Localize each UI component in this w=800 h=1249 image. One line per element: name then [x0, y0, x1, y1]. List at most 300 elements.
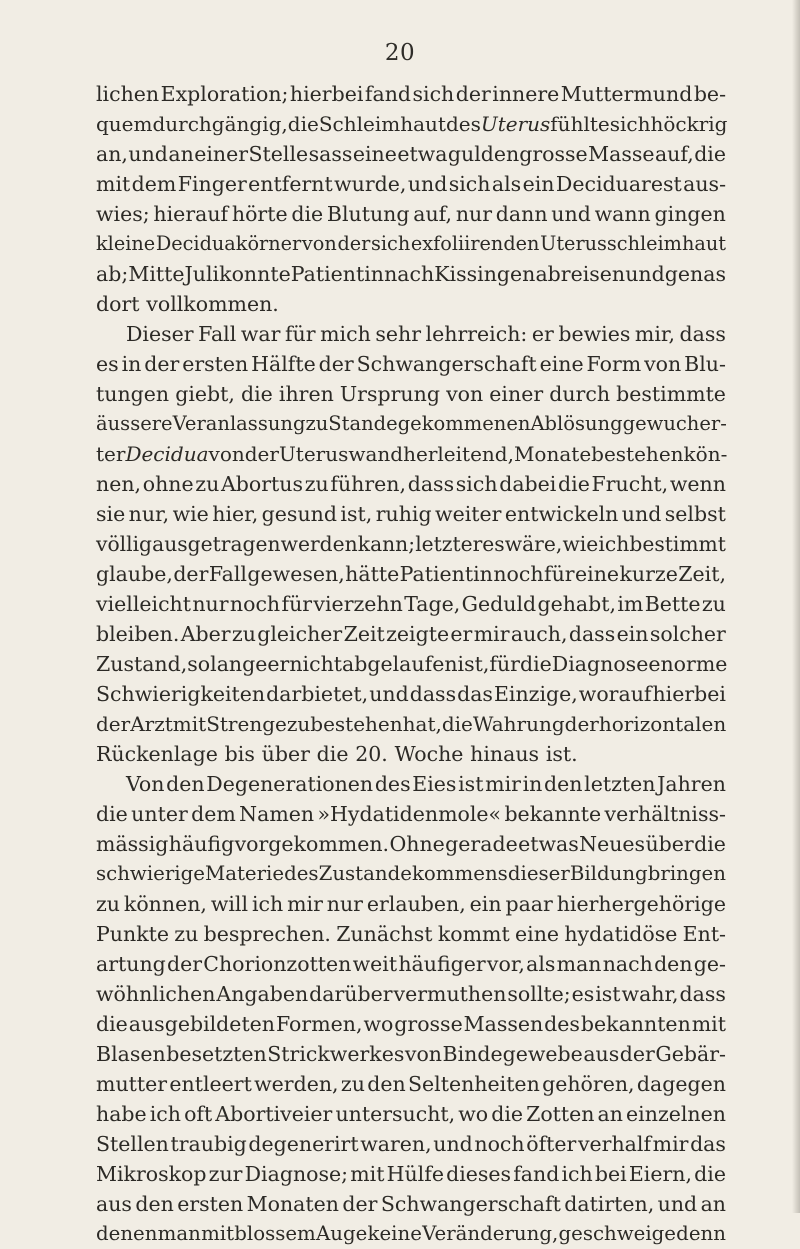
- word: sich: [371, 232, 411, 255]
- word: für: [281, 592, 313, 616]
- word: einzelnen: [626, 1102, 726, 1126]
- word: ab;: [96, 262, 129, 286]
- word: bekannte: [504, 802, 602, 826]
- word: man: [157, 1222, 201, 1245]
- text-line: [96, 859, 726, 889]
- word: wo: [363, 1012, 394, 1036]
- text-line: [96, 139, 726, 169]
- word: gehabt,: [537, 592, 617, 616]
- word: guldengrosse: [447, 142, 588, 166]
- word: gewucher-: [622, 412, 727, 435]
- word: kurze: [619, 562, 678, 586]
- word: kann;: [357, 532, 416, 556]
- word: wahr,: [621, 982, 679, 1006]
- text-line: [96, 259, 726, 289]
- word: dieses: [446, 1162, 512, 1186]
- word: entwickeln: [504, 502, 619, 526]
- text-line: [96, 1159, 726, 1189]
- word: gingen: [654, 202, 726, 226]
- word: wurde,: [334, 172, 407, 196]
- word: und: [625, 262, 665, 286]
- word: wann: [594, 202, 651, 226]
- word: des: [374, 772, 411, 796]
- word: artung: [96, 952, 166, 976]
- word: für: [489, 652, 520, 676]
- word: Gebär-: [655, 1042, 726, 1066]
- word: hinaus: [470, 742, 540, 766]
- word: Deciduakörner: [155, 232, 302, 255]
- word: aus: [96, 1192, 132, 1216]
- word: mit: [172, 712, 207, 736]
- text-line: [96, 409, 726, 439]
- text-line: [96, 1099, 726, 1129]
- text-line: [96, 349, 726, 379]
- word: von: [208, 442, 245, 466]
- word: dass: [407, 472, 455, 496]
- word: Dieser: [126, 322, 194, 346]
- word: und: [621, 502, 662, 526]
- word: sich: [609, 112, 651, 136]
- word: Fall: [198, 322, 237, 346]
- text-line: [96, 529, 726, 559]
- word: ist: [595, 982, 621, 1006]
- page-number: 20: [384, 40, 416, 66]
- word: keine: [367, 1222, 422, 1245]
- word: Stellen: [96, 1132, 169, 1156]
- word: der: [318, 352, 354, 376]
- word: lehrreich:: [425, 322, 528, 346]
- word: er: [267, 652, 290, 676]
- word: Auge: [315, 1222, 368, 1245]
- word: Bette: [644, 592, 701, 616]
- word: abreisen: [535, 262, 626, 286]
- word: tungen: [96, 382, 170, 406]
- word: ruhig: [375, 502, 432, 526]
- word: horizontalen: [598, 712, 727, 736]
- word: mir: [473, 622, 510, 646]
- word: blossem: [234, 1222, 316, 1245]
- word: und: [657, 1192, 698, 1216]
- text-line: [96, 1009, 726, 1039]
- word: mir: [485, 772, 521, 796]
- text-line: [96, 919, 726, 949]
- word: zu: [174, 922, 199, 946]
- word: Patientin: [399, 562, 493, 586]
- word: der: [564, 712, 599, 736]
- word: dem: [131, 172, 177, 196]
- word: Deciduarest: [555, 172, 682, 196]
- word: Blu-: [684, 352, 726, 376]
- word: verhältniss-: [604, 802, 726, 826]
- word: ge-: [693, 952, 726, 976]
- text-line: [96, 559, 726, 589]
- word: dem: [191, 802, 236, 826]
- word: nach: [384, 262, 435, 286]
- word: ausgetragen: [152, 532, 281, 556]
- word: Abortiveier: [215, 1102, 333, 1126]
- word: Woche: [394, 742, 464, 766]
- word: fand: [364, 82, 412, 106]
- word: denen: [96, 1222, 158, 1245]
- word: nur,: [128, 502, 170, 526]
- word: Seltenheiten: [408, 1072, 540, 1096]
- word: grosse: [394, 1012, 463, 1036]
- word: weit: [352, 952, 398, 976]
- text-line: [96, 829, 726, 859]
- word: nen,: [96, 472, 142, 496]
- word: den: [166, 772, 205, 796]
- word: Aber: [180, 622, 231, 646]
- word: die: [441, 712, 473, 736]
- word: mit: [350, 1162, 385, 1186]
- word: Bindegewebe: [442, 1042, 583, 1066]
- word: enorme: [648, 652, 728, 676]
- word: Rückenlage: [96, 742, 218, 766]
- word: von: [644, 352, 682, 376]
- word: Zeit: [343, 622, 385, 646]
- word: noch: [229, 592, 281, 616]
- word: besprechen.: [203, 922, 331, 946]
- word: von: [301, 232, 337, 255]
- word: Decidua: [125, 442, 209, 466]
- word: ter: [96, 442, 126, 466]
- text-line: [96, 679, 726, 709]
- word: die: [694, 1162, 726, 1186]
- word: fand: [513, 1162, 560, 1186]
- word: öfter: [526, 1132, 577, 1156]
- word: Ohne: [389, 832, 445, 856]
- word: und: [369, 682, 409, 706]
- body-text: [96, 79, 726, 1249]
- word: die: [316, 742, 349, 766]
- word: es: [96, 352, 119, 376]
- word: Form: [586, 352, 642, 376]
- word: exfoliirenden: [410, 232, 540, 255]
- word: bestehen: [591, 442, 684, 466]
- word: letzten: [584, 772, 656, 796]
- word: mit: [201, 1222, 235, 1245]
- word: aus: [583, 1042, 620, 1066]
- word: Neues: [579, 832, 646, 856]
- word: Degenerationen: [206, 772, 374, 796]
- word: ich: [149, 1102, 181, 1126]
- word: nur: [192, 592, 229, 616]
- text-line: [96, 1219, 726, 1249]
- word: hat,: [402, 712, 442, 736]
- word: mich: [320, 322, 371, 346]
- text-line: [96, 949, 726, 979]
- word: werden: [280, 532, 358, 556]
- text-line: [96, 109, 726, 139]
- word: Eiern,: [628, 1162, 693, 1186]
- word: und: [128, 142, 168, 166]
- word: Chorionzotten: [203, 952, 352, 976]
- word: zu: [340, 1072, 365, 1096]
- word: für: [544, 562, 575, 586]
- word: habe: [96, 1102, 147, 1126]
- text-line: [96, 319, 726, 349]
- word: Zeit,: [678, 562, 726, 586]
- word: die: [287, 112, 319, 136]
- word: geschweige: [558, 1222, 676, 1245]
- word: über: [645, 832, 694, 856]
- word: vorgekommen.: [234, 832, 390, 856]
- word: Von: [126, 772, 165, 796]
- text-line: [96, 499, 726, 529]
- word: bleiben.: [96, 622, 180, 646]
- word: er: [450, 622, 473, 646]
- word: Diagnose;: [244, 1162, 349, 1186]
- word: Ursprung: [339, 382, 440, 406]
- word: durchgängig,: [152, 112, 288, 136]
- word: darbietet,: [266, 682, 369, 706]
- word: schwierige: [96, 862, 205, 885]
- word: bestehen: [310, 712, 403, 736]
- text-line: [96, 229, 726, 259]
- word: ein: [616, 622, 649, 646]
- word: Wahrung: [472, 712, 565, 736]
- word: 20.: [355, 742, 388, 766]
- word: Geduld: [461, 592, 537, 616]
- word: hierhergehörige: [556, 892, 726, 916]
- word: nur: [455, 202, 493, 226]
- word: Eies: [412, 772, 457, 796]
- word: auch,: [510, 622, 568, 646]
- word: entfernt: [248, 172, 333, 196]
- word: einer: [489, 382, 544, 406]
- word: bis: [224, 742, 255, 766]
- word: genas: [664, 262, 726, 286]
- word: dass: [679, 982, 726, 1006]
- word: zu: [195, 472, 220, 496]
- word: besetzten: [166, 1042, 267, 1066]
- word: in: [121, 352, 142, 376]
- word: mit: [96, 172, 131, 196]
- word: dieser: [507, 862, 570, 885]
- word: nach: [602, 952, 653, 976]
- word: können,: [123, 892, 207, 916]
- word: der: [455, 82, 491, 106]
- word: Hälfte: [251, 352, 316, 376]
- word: wie: [562, 532, 599, 556]
- word: Bildung: [569, 862, 648, 885]
- word: quem: [96, 112, 153, 136]
- word: nur: [326, 892, 363, 916]
- word: zu: [286, 712, 311, 736]
- text-line: [96, 589, 726, 619]
- word: mir: [652, 1132, 689, 1156]
- word: paar: [505, 892, 553, 916]
- word: Materie: [204, 862, 285, 885]
- word: an: [700, 1192, 726, 1216]
- word: Zunächst: [336, 922, 433, 946]
- word: für: [284, 322, 316, 346]
- word: Schwangerschaft: [356, 352, 537, 376]
- word: ein: [469, 892, 502, 916]
- word: Exploration;: [160, 82, 289, 106]
- word: der: [96, 712, 131, 736]
- word: ohne: [142, 472, 194, 496]
- word: der: [167, 952, 203, 976]
- word: es: [571, 982, 595, 1006]
- word: Tage,: [404, 592, 461, 616]
- word: ausgebildeten: [128, 1012, 276, 1036]
- word: äussere: [96, 412, 173, 435]
- word: und: [433, 1132, 473, 1156]
- word: Blutung: [326, 202, 410, 226]
- word: kommt: [437, 922, 510, 946]
- word: dann: [495, 202, 548, 226]
- word: entleert: [169, 1072, 252, 1096]
- word: zur: [208, 1162, 243, 1186]
- word: vierzehn: [313, 592, 403, 616]
- word: sass: [308, 142, 353, 166]
- word: des: [544, 1012, 580, 1036]
- word: denn: [676, 1222, 726, 1245]
- word: Strickwerkes: [267, 1042, 405, 1066]
- word: Ent-: [682, 922, 726, 946]
- word: weiter: [435, 502, 502, 526]
- word: Kissingen: [434, 262, 536, 286]
- word: den: [135, 1192, 174, 1216]
- text-line: [96, 79, 726, 109]
- word: hätte: [345, 562, 400, 586]
- text-line: [96, 799, 726, 829]
- text-line: [96, 1069, 726, 1099]
- word: ist: [458, 772, 484, 796]
- word: völlig: [96, 532, 153, 556]
- word: wie: [172, 502, 209, 526]
- word: mir,: [634, 322, 675, 346]
- word: die: [558, 472, 590, 496]
- word: Schwierigkeiten: [96, 682, 266, 706]
- word: in: [522, 772, 543, 796]
- word: wies;: [96, 202, 150, 226]
- word: aus-: [683, 172, 726, 196]
- word: hierbei: [652, 682, 726, 706]
- word: den: [367, 1072, 406, 1096]
- text-line: [96, 469, 726, 499]
- word: an: [597, 1102, 623, 1126]
- word: an,: [96, 142, 128, 166]
- word: vermuthen: [393, 982, 507, 1006]
- word: der: [173, 562, 209, 586]
- word: Zustand,: [96, 652, 188, 676]
- word: die: [694, 142, 726, 166]
- word: die: [96, 1012, 128, 1036]
- text-line: [96, 169, 726, 199]
- text-line: [96, 379, 726, 409]
- word: gleicher: [257, 622, 343, 646]
- word: Veränderung,: [422, 1222, 559, 1245]
- word: mit: [691, 1012, 726, 1036]
- word: dass: [679, 322, 726, 346]
- word: bei: [594, 1162, 627, 1186]
- word: den: [544, 772, 583, 796]
- word: gerade: [445, 832, 518, 856]
- word: wäre,: [504, 532, 563, 556]
- word: und: [407, 172, 448, 196]
- word: gekommenen: [397, 412, 531, 435]
- word: über: [261, 742, 310, 766]
- text-line: [96, 889, 726, 919]
- word: glaube,: [96, 562, 173, 586]
- word: ich: [598, 532, 630, 556]
- word: sollte;: [507, 982, 571, 1006]
- word: Schwangerschaft: [380, 1192, 561, 1216]
- word: Zustandekommens: [318, 862, 508, 885]
- word: die: [694, 832, 726, 856]
- word: worauf: [578, 682, 652, 706]
- word: war: [240, 322, 281, 346]
- word: Stande: [328, 412, 398, 435]
- word: Jahren: [657, 772, 726, 796]
- word: zu: [304, 472, 329, 496]
- word: führen,: [330, 472, 407, 496]
- text-line: [96, 769, 726, 799]
- word: degenerirt: [248, 1132, 359, 1156]
- word: Juli: [184, 262, 220, 286]
- word: untersucht,: [335, 1102, 456, 1126]
- word: ihren: [278, 382, 334, 406]
- word: sich: [455, 472, 498, 496]
- word: einer: [194, 142, 249, 166]
- word: der: [144, 352, 180, 376]
- word: Namen: [239, 802, 315, 826]
- word: zu: [701, 592, 726, 616]
- word: der: [337, 232, 371, 255]
- word: gehören,: [542, 1072, 635, 1096]
- word: fühlte: [550, 112, 610, 136]
- word: noch: [493, 562, 544, 586]
- word: ich: [251, 892, 284, 916]
- word: man: [556, 952, 602, 976]
- word: bewies: [558, 322, 631, 346]
- word: bestimmt: [629, 532, 726, 556]
- word: des: [284, 862, 319, 885]
- word: ist.: [545, 742, 578, 766]
- word: sich: [448, 172, 491, 196]
- word: Mikroskop: [96, 1162, 207, 1186]
- word: be-: [693, 82, 726, 106]
- word: Schleimhaut: [318, 112, 446, 136]
- word: Angaben: [216, 982, 309, 1006]
- word: selbst: [664, 502, 726, 526]
- word: datirten,: [564, 1192, 655, 1216]
- word: Patientin: [290, 262, 384, 286]
- word: das: [457, 682, 493, 706]
- word: zu: [305, 412, 329, 435]
- word: vor,: [486, 952, 525, 976]
- word: ein: [522, 172, 555, 196]
- word: traubig: [170, 1132, 247, 1156]
- word: zeigte: [386, 622, 450, 646]
- word: die: [491, 1102, 524, 1126]
- word: durch: [549, 382, 611, 406]
- word: häufig: [168, 832, 235, 856]
- text-line: [96, 289, 726, 319]
- word: ersten: [177, 1192, 244, 1216]
- text-line: [96, 619, 726, 649]
- word: hierauf: [153, 202, 229, 226]
- word: Strenge: [206, 712, 287, 736]
- word: des: [445, 112, 481, 136]
- word: unter: [131, 802, 188, 826]
- word: oft: [184, 1102, 213, 1126]
- word: Blasen: [96, 1042, 166, 1066]
- word: lichen: [96, 82, 160, 106]
- word: Diagnose: [551, 652, 649, 676]
